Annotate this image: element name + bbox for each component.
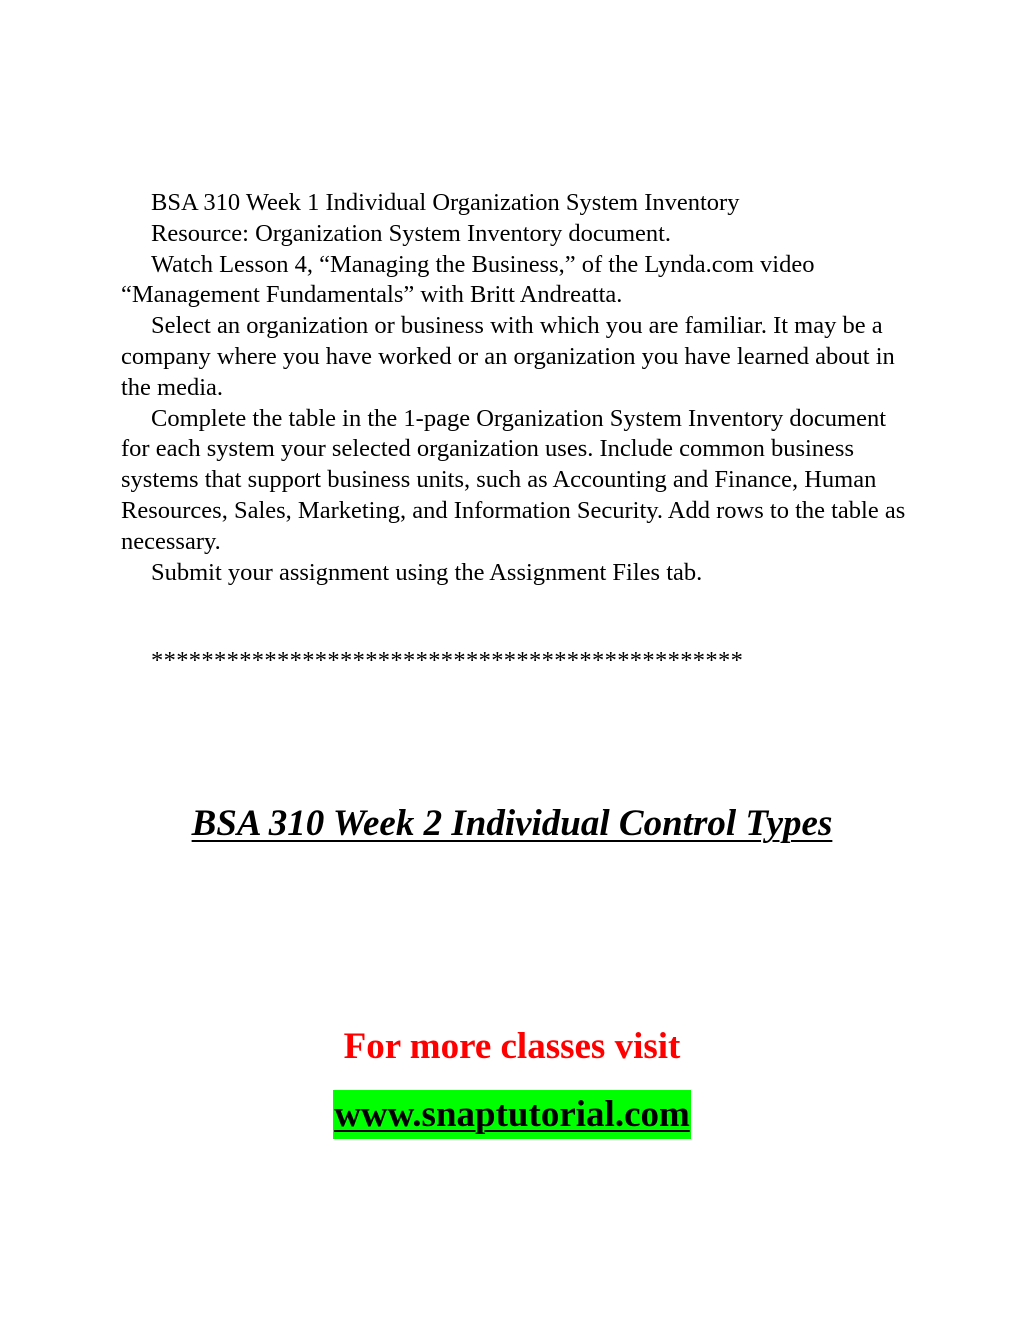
paragraph-title: BSA 310 Week 1 Individual Organization System Inventory <box>151 189 740 216</box>
paragraph-complete-table: Complete the table in the 1-page Organization System Inventory document for each system your selected organization uses. Include common business systems that support business units, such as Accounting and Finance, Human Resources, Sales, Marketing, and Information Security. Add rows to the table as necessary. <box>121 404 906 555</box>
separator: *********************************************** <box>151 647 744 674</box>
paragraph-submit: Submit your assignment using the Assignment Files tab. <box>151 558 703 586</box>
paragraph-resource: Resource: Organization System Inventory document. <box>151 219 672 247</box>
section-heading: BSA 310 Week 2 Individual Control Types <box>191 803 833 844</box>
link-container <box>0 1090 1024 1139</box>
promo-text: For more classes visit <box>343 1026 681 1067</box>
body-text <box>121 188 911 588</box>
paragraph-watch-lesson: Watch Lesson 4, “Managing the Business,” of the Lynda.com video “Management Fundamentals” with Britt Andreatta. <box>121 250 815 309</box>
website-link[interactable]: www.snaptutorial.com <box>333 1090 691 1139</box>
paragraph-select-organization: Select an organization or business with which you are familiar. It may be a company where you have worked or an organization you have learned about in the media. <box>121 312 895 401</box>
